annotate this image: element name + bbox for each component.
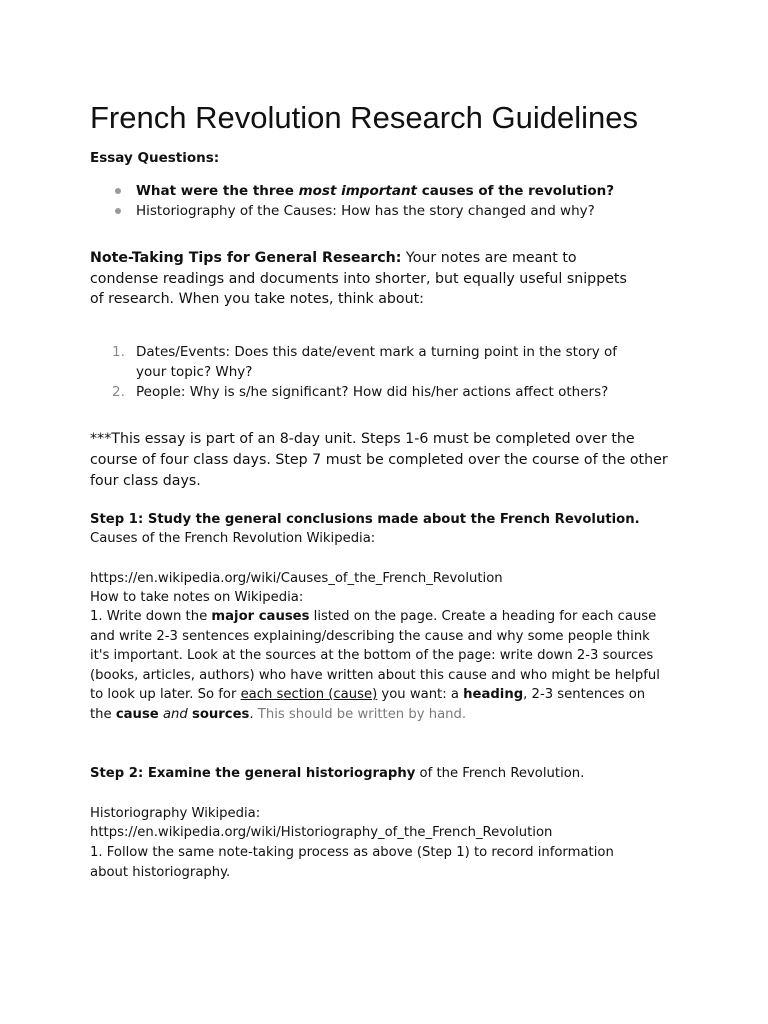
text-run-italic: and [162,706,188,722]
text-run: you want: a [377,687,464,702]
text-run-bold: cause [115,706,159,722]
text-run: 1. Write down the [90,609,212,624]
page-title: French Revolution Research Guidelines [90,100,638,135]
text-run-underline: each section (cause) [240,687,378,702]
list-number: 2. [112,384,125,400]
text-run: , 2-3 sentences on the [90,687,646,722]
step1-how-to: How to take notes on Wikipedia: [90,590,304,605]
note-taking-heading: Note-Taking Tips for General Research: [90,250,402,266]
list-number: 1. [112,344,125,360]
list-item [90,342,650,382]
list-item [90,201,614,221]
text-run: listed on the page. Create a heading for each cause and write 2-3 sentences explaining/describing the cause and why some people think it's important. Look at the sources at the bottom of the page: write down 2-3 sources (books, articles, authors) who have written about this cause and who might be helpful to look up later. So for [90,609,660,702]
note-taking-list [90,342,650,402]
essay-questions-list [90,181,614,221]
question-text [136,183,614,199]
step2-url: https://en.wikipedia.org/wiki/Historiography_of_the_French_Revolution [90,825,553,840]
essay-questions-heading: Essay Questions: [90,150,220,166]
unit-note: ***This essay is part of an 8-day unit. Steps 1-6 must be completed over the course of four class days. Step 7 must be completed over the course of the other four class days. [90,431,668,489]
step2-heading-rest: of the French Revolution. [415,766,585,781]
bullet-icon [115,208,121,214]
step1-source-label: Causes of the French Revolution Wikipedia: [90,531,376,546]
step2-instructions: 1. Follow the same note-taking process as above (Step 1) to record information about historiography. [90,845,614,880]
step2-heading: Step 2: Examine the general historiography [90,766,416,781]
question-text: Historiography of the Causes: How has the story changed and why? [136,203,595,219]
list-item [90,181,614,201]
text-run-bold: heading [463,687,524,702]
step1-heading: Step 1: Study the general conclusions made about the French Revolution. [90,512,640,527]
list-item [90,382,650,402]
step2-heading-line [90,764,584,784]
text-run: . [249,706,254,722]
bullet-icon [115,188,121,194]
step1-instructions [90,607,668,724]
list-item-text: People: Why is s/he significant? How did his/her actions affect others? [136,384,609,400]
step1-url: https://en.wikipedia.org/wiki/Causes_of_the_French_Revolution [90,571,503,586]
list-item-text: Dates/Events: Does this date/event mark a turning point in the story of your topic? Why? [136,344,618,380]
note-taking-intro: Your notes are meant to condense readings and documents into shorter, but equally useful snippets of research. When you take notes, think about: [90,250,627,307]
step2-source-label: Historiography Wikipedia: [90,806,261,821]
note-taking-paragraph [90,248,635,310]
question-part: causes of the revolution? [417,183,615,199]
text-run-gray: This should be written by hand. [253,706,467,722]
question-emphasis: most important [298,183,418,199]
text-run-bold: major causes [211,609,310,624]
text-run-bold: sources [191,706,250,722]
question-part: What were the three [136,183,299,199]
